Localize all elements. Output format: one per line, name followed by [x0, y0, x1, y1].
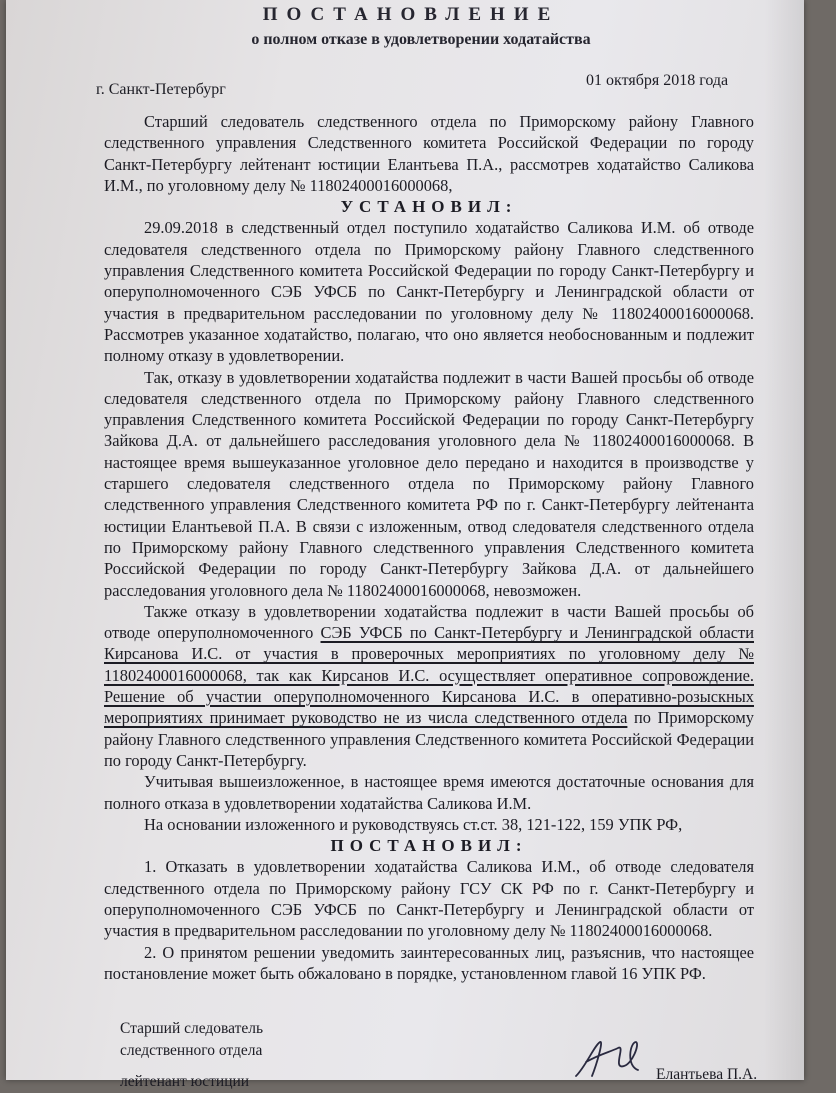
- paragraph-legal-basis: На основании изложенного и руководствуясь ст.ст. 38, 121-122, 159 УПК РФ,: [144, 814, 683, 834]
- signer-position-line2: следственного отдела: [120, 1041, 263, 1059]
- page-shadow: [764, 0, 804, 1080]
- handwritten-signature: [566, 1036, 656, 1080]
- document-body: [104, 111, 754, 984]
- signature-block: [120, 1018, 263, 1093]
- signer-rank: лейтенант юстиции: [120, 1073, 250, 1090]
- paragraph-conclusion: Учитывая вышеизложенное, в настоящее время имеются достаточные основания для полного отказа в удовлетворении ходатайства Саликова И.М.: [104, 772, 754, 813]
- paragraph-operative-end: по Приморскому району Главного следственного управления Следственного комитета Российской Федерации по городу Санкт-Петербургу.: [104, 708, 755, 770]
- document-page: [6, 0, 804, 1090]
- signer-position-line1: Старший следователь: [120, 1020, 264, 1037]
- paragraph-investigator-refusal: Так, отказу в удовлетворении ходатайства подлежит в части Вашей просьбы об отводе следователя следственного отдела по Приморскому району Главного следственного управления Следственного комитета Российской Федерации по городу Санкт-Петербургу Зайкова Д.А. от дальнейшего расследования уголовного дела № 11802400016000068. В настоящее время вышеуказанное уголовное дело передано и находится в производстве у старшего следователя следственного отдела по Приморскому району Главного следственного управления Следственного комитета РФ по г. Санкт-Петербургу лейтенанта юстиции Елантьевой П.А. В связи с изложенным, отвод следователя следственного отдела по Приморскому району Главного следственного управления Следственного комитета Российской Федерации по городу Санкт-Петербургу Зайкова Д.А. от дальнейшего расследования уголовного дела № 11802400016000068, невозможен.: [104, 367, 754, 600]
- underlined-passage: СЭБ УФСБ по Санкт-Петербургу и Ленинградской области Кирсанова И.С. от участия в проверочных мероприятиях по уголовному делу № 11802400016000068, так как Кирсанов И.С. осуществляет оперативное сопровождение. Решение об участии оперуполномоченного Кирсанова И.С. в оперативно-розыскных мероприятиях принимает руководство не из числа следственного отдела: [104, 623, 754, 728]
- paragraph-operative-refusal: [104, 601, 754, 771]
- paragraph-operative-start: Также отказу в удовлетворении ходатайства подлежит в части Вашей просьбы об отводе оперуполномоченного: [104, 601, 754, 643]
- document-title: ПОСТАНОВЛЕНИЕ: [262, 4, 560, 25]
- signer-name: Елантьева П.А.: [656, 1066, 758, 1083]
- document-city: г. Санкт-Петербург: [96, 81, 226, 98]
- decision-item-2: 2. О принятом решении уведомить заинтересованных лиц, разъяснив, что настоящее постановление может быть обжаловано в порядке, установленном главой 16 УПК РФ.: [104, 942, 754, 983]
- decided-heading: ПОСТАНОВИЛ:: [330, 836, 528, 856]
- established-heading: УСТАНОВИЛ:: [340, 197, 518, 217]
- paragraph-received: 29.09.2018 в следственный отдел поступило ходатайство Саликова И.М. об отводе следователя следственного отдела по Приморскому району Главного следственного управления Следственного комитета Российской Федерации по городу Санкт-Петербургу и оперуполномоченного СЭБ УФСБ по Санкт-Петербургу и Ленинградской области от участия в предварительном расследовании по уголовному делу № 11802400016000068. Рассмотрев указанное ходатайство, полагаю, что оно является необоснованным и подлежит полному отказу в удовлетворении.: [104, 218, 754, 366]
- intro-paragraph: Старший следователь следственного отдела по Приморскому району Главного следственного управления Следственного комитета Российской Федерации по городу Санкт-Петербургу лейтенант юстиции Елантьева П.А., рассмотрев ходатайство Саликова И.М., по уголовному делу № 11802400016000068,: [104, 112, 754, 195]
- decision-item-1: 1. Отказать в удовлетворении ходатайства Саликова И.М., об отводе следователя следственного отдела по Приморскому району ГСУ СК РФ по г. Санкт-Петербургу и оперуполномоченного СЭБ УФСБ по Санкт-Петербургу и Ленинградской области от участия в предварительном расследовании по уголовному делу № 11802400016000068.: [104, 857, 754, 941]
- document-date: 01 октября 2018 года: [586, 72, 729, 89]
- document-subtitle: о полном отказе в удовлетворении ходатайства: [251, 31, 591, 48]
